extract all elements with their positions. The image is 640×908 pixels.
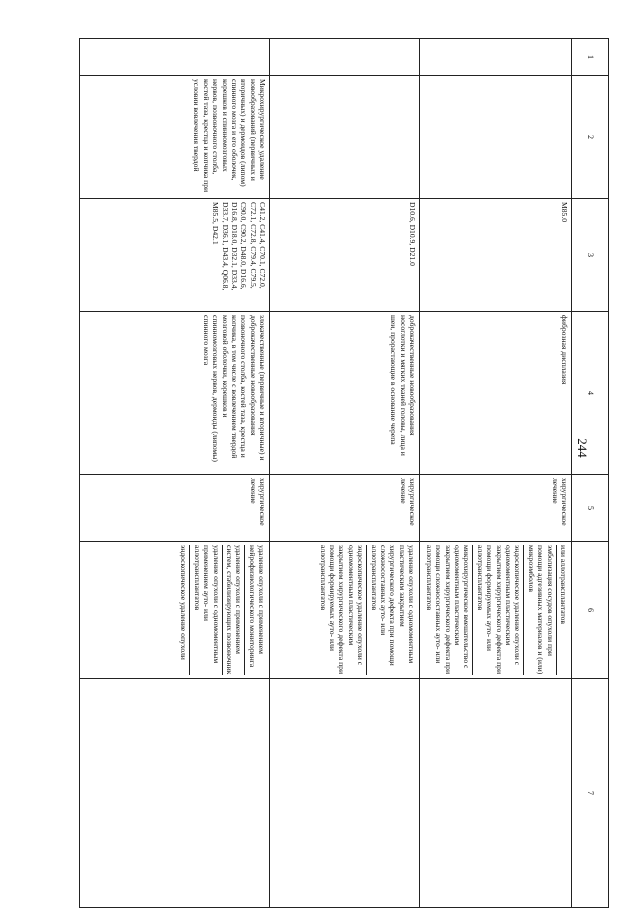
methods-cell [270,542,420,679]
table-row [80,39,270,908]
method-item: удаление опухоли с одномоментным пластическим закрытием хирургического дефекта при помощи сложносоставных ауто- или аллотрансплантатов [366,545,417,675]
rotated-table-container [79,38,609,867]
method-item: микрохирургическое вмешательство с одномоментным пластическим закрытием хирургического дефекта при помощи сложносоставных ауто- или аллотрансплантатов [424,545,472,675]
cell-empty [420,39,572,76]
treatment-type-cell: хирургическое лечение [270,475,420,542]
method-item: или аллотрансплантатов [556,545,569,675]
cell-empty [270,679,420,908]
header-cell-5: 5 [572,475,609,542]
header-cell-2: 2 [572,76,609,199]
methods-cell [80,542,270,679]
icd-codes-cell: М85.0 [420,199,572,312]
diagnosis-cell: доброкачественные новообразования носоглотки и мягких тканей головы, лица и шеи, прорастающие в основание черепа [270,312,420,475]
icd-codes-cell: C41.2, C41.4, C70.1, C72.0, C72.1, C72.8, C79.4, C79.5, C90.0, C90.2, D48.0, D16.6, D16.8, D18.0, D32.1, D33.4, D33.7, D36.1, D43.4, Q06.8, M85.5, D42.1 [80,199,270,312]
diagnosis-cell: злокачественные (первичные и вторичные) и доброкачественные новообразования позвоночного столба, костей таза, крестца и копчика, в том числе с вовлечением твердой мозговой оболочки, корешков и спинномозговых нервов, дермоиды (липомы) спинного мозга [80,312,270,475]
method-item: эндоскопическое удаление опухоли [179,545,189,660]
method-item: эмболизация сосудов опухоли при помощи адгезивных материалов и (или) микроэмболов [523,545,555,675]
header-cell-3: 3 [572,199,609,312]
method-item: удаление опухоли с одномоментным применением ауто- или аллотрансплантатов [189,545,221,675]
icd-codes-cell: D10.6, D10.9, D21.0 [270,199,420,312]
table-row [270,39,420,908]
table-header-row [572,39,609,908]
page-number: 244 [574,438,590,458]
header-cell-6: 6 [572,542,609,679]
method-item: удаление опухоли с применением систем, стабилизирующих позвоночник [222,545,245,675]
method-item: удаление опухоли с применением нейрофизиологического мониторинга [245,545,268,675]
methods-cell [420,542,572,679]
method-item: эндоскопическое удаление опухоли с одномоментным пластическим закрытием хирургического дефекта при помощи формируемых ауто- или аллотрансплантатов [318,545,366,675]
cell-empty [270,76,420,199]
procedure-name-cell: Микрохирургическое удаление новообразований (первичных и вторичных) и дермоидов (липом) спинного мозга и его оболочек, корешков и спинномозговых нервов, позвоночного столба, костей таза, крестца и копчика при условии вовлечения твердой [80,76,270,199]
table-row [420,39,572,908]
method-item: эндоскопическое удаление опухоли с одномоментным пластическим закрытием хирургического дефекта при помощи формируемых ауто- или аллотрансплантатов [472,545,523,675]
treatment-type-cell: хирургическое лечение [420,475,572,542]
header-cell-7: 7 [572,679,609,908]
cell-empty [270,39,420,76]
cell-empty [80,679,270,908]
cell-empty [80,39,270,76]
header-cell-1: 1 [572,39,609,76]
header-cell-4: 4 [572,312,609,475]
diagnosis-cell: фиброзная дисплазия [420,312,572,475]
treatment-type-cell: хирургическое лечение [80,475,270,542]
cell-empty [420,76,572,199]
treatment-table [79,38,609,908]
cell-empty [420,679,572,908]
